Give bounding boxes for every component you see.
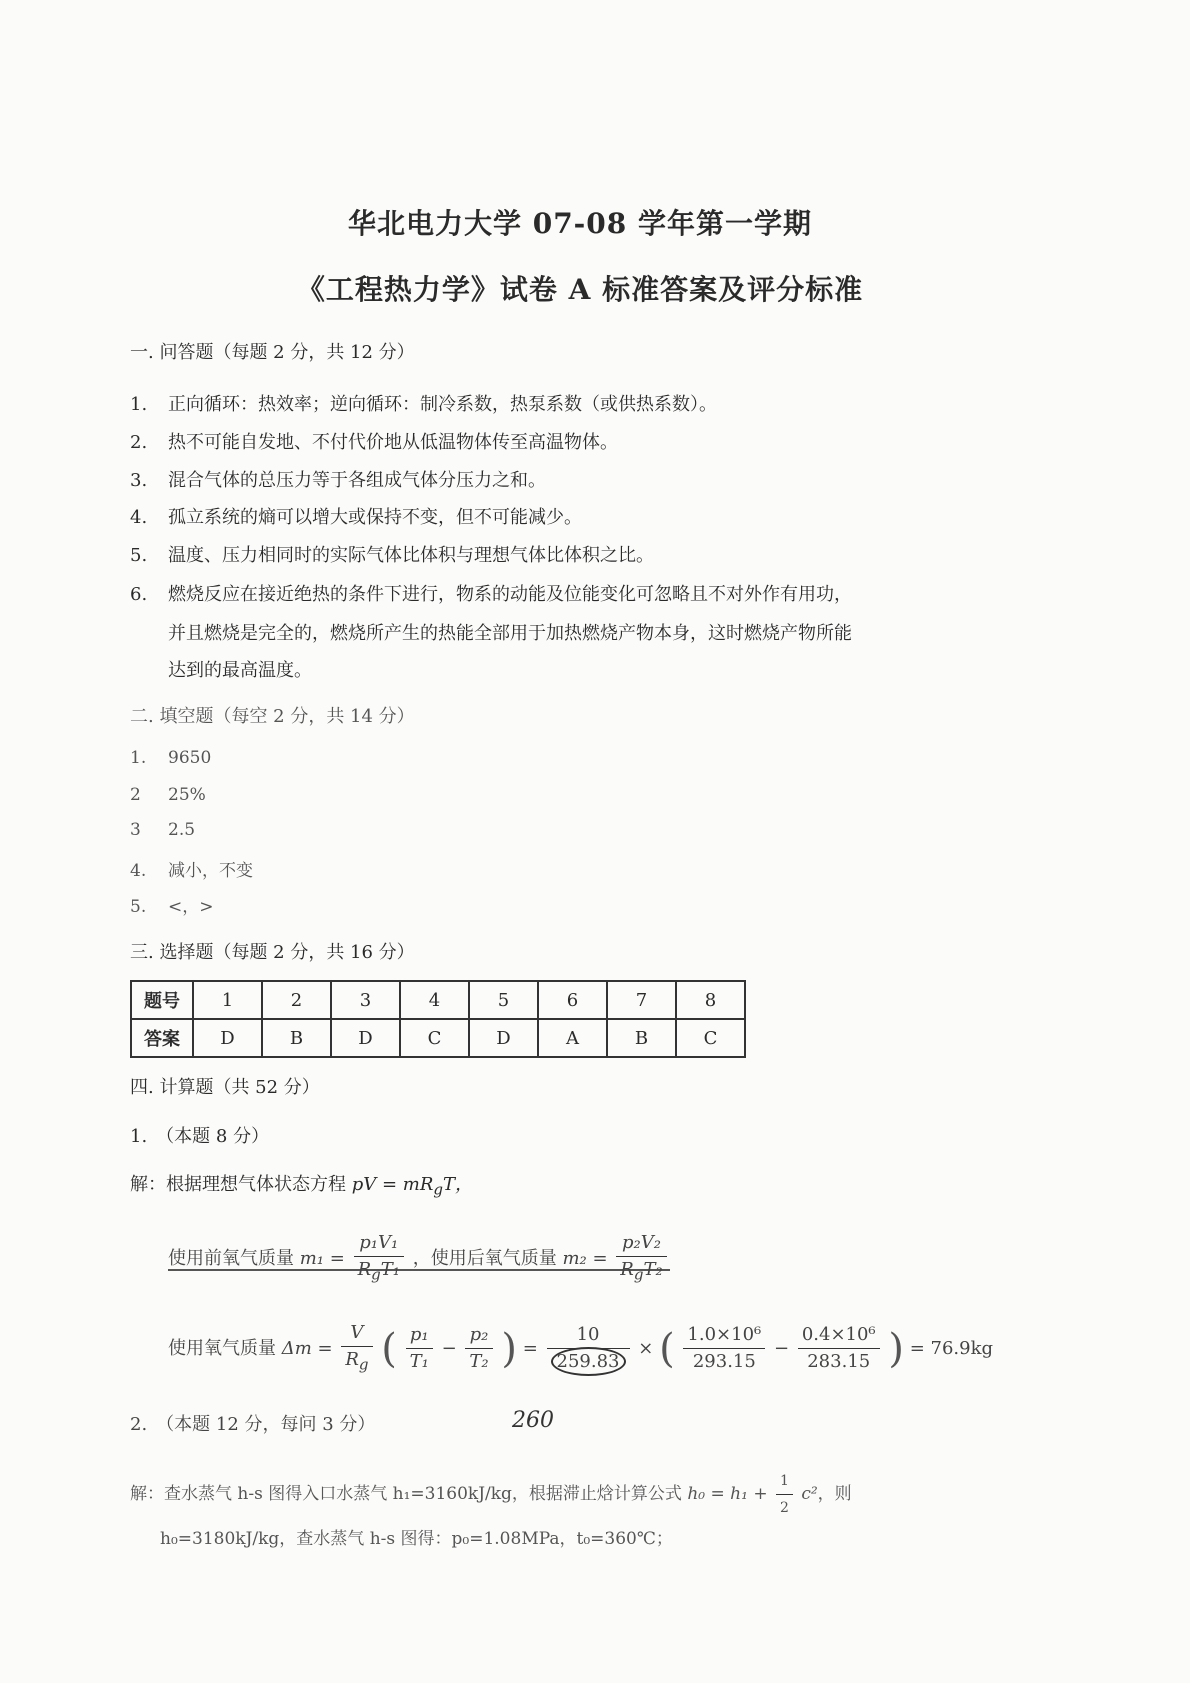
table-cell: D — [193, 1019, 262, 1057]
list-item: 4. 减小，不变 — [130, 861, 253, 881]
page-subtitle: 《工程热力学》试卷 A 标准答案及评分标准 — [296, 273, 864, 306]
oxygen-usage-formula: 使用氧气质量 Δm = $\frac{V}{R_g}$ ( $\frac{\text{p₁}}{\text{T₁}}$ − $\frac{\text{p₂}}{\text{T₂}}$ ) = $\frac{10}{259.83}$ × ( $\frac{\text{1.0×10⁶}}{293.15}$ − $\frac{\text{0.4×10⁶}}{283.15}$ ) = 76.9kg — [168, 1320, 993, 1378]
circled-value: 259.83 — [551, 1347, 626, 1376]
table-cell: B — [607, 1019, 676, 1057]
section3-heading: 三. 选择题（每题 2 分，共 16 分） — [130, 942, 415, 963]
multiple-choice-answer-table — [130, 980, 746, 1058]
table-cell: 1 — [193, 981, 262, 1019]
list-item: 6. 燃烧反应在接近绝热的条件下进行，物系的动能及位能变化可忽略且不对外作有用功， — [130, 584, 852, 605]
solution-line: 解：查水蒸气 h-s 图得入口水蒸气 h₁=3160kJ/kg，根据滞止焓计算公式 h₀ = h₁ + $\frac{1}{2}$ c²，则 — [130, 1468, 852, 1521]
table-cell: C — [676, 1019, 745, 1057]
table-cell: 2 — [262, 981, 331, 1019]
list-item: 3 2.5 — [130, 820, 196, 840]
page-title: 华北电力大学 07-08 学年第一学期 — [347, 207, 813, 240]
table-cell: 7 — [607, 981, 676, 1019]
list-item: 5. <，> — [130, 897, 214, 917]
list-item-continuation: 达到的最高温度。 — [168, 660, 312, 681]
solution-intro: 解：根据理想气体状态方程 pV = $mR_gT$， — [130, 1174, 474, 1199]
table-header-cell: 答案 — [131, 1019, 193, 1057]
table-row — [131, 981, 745, 1019]
table-cell: A — [538, 1019, 607, 1057]
table-cell: B — [262, 1019, 331, 1057]
question-heading: 1. （本题 8 分） — [130, 1126, 270, 1147]
table-cell: 5 — [469, 981, 538, 1019]
mass-formula-line: 使用前氧气质量 m₁ = $\frac{\text{p₁V₁}}{R_gT_1}$ ，使用后氧气质量 m₂ = $\frac{\text{p₂V₂}}{R_gT_2}$ — [168, 1230, 670, 1288]
table-cell: C — [400, 1019, 469, 1057]
list-item: 1. 9650 — [130, 748, 212, 768]
table-row — [131, 1019, 745, 1057]
list-item: 2 25% — [130, 785, 206, 805]
handwritten-note: 260 — [512, 1408, 554, 1433]
table-cell: D — [331, 1019, 400, 1057]
table-cell: 8 — [676, 981, 745, 1019]
list-item: 2. 热不可能自发地、不付代价地从低温物体传至高温物体。 — [130, 432, 618, 453]
section2-heading: 二. 填空题（每空 2 分，共 14 分） — [130, 706, 415, 727]
list-item: 3. 混合气体的总压力等于各组成气体分压力之和。 — [130, 470, 546, 491]
question-heading: 2. （本题 12 分，每问 3 分） — [130, 1414, 376, 1435]
table-cell: D — [469, 1019, 538, 1057]
list-item-continuation: 并且燃烧是完全的，燃烧所产生的热能全部用于加热燃烧产物本身，这时燃烧产物所能 — [168, 623, 852, 644]
solution-line: h₀=3180kJ/kg，查水蒸气 h-s 图得：p₀=1.08MPa，t₀=360℃； — [160, 1529, 673, 1549]
list-item: 1. 正向循环：热效率；逆向循环：制冷系数，热泵系数（或供热系数）。 — [130, 394, 717, 415]
list-item: 4. 孤立系统的熵可以增大或保持不变，但不可能减少。 — [130, 507, 582, 528]
list-item: 5. 温度、压力相同时的实际气体比体积与理想气体比体积之比。 — [130, 545, 654, 566]
table-cell: 6 — [538, 981, 607, 1019]
section4-heading: 四. 计算题（共 52 分） — [130, 1077, 320, 1098]
table-cell: 4 — [400, 981, 469, 1019]
table-cell: 3 — [331, 981, 400, 1019]
section1-heading: 一. 问答题（每题 2 分，共 12 分） — [130, 342, 415, 363]
table-header-cell: 题号 — [131, 981, 193, 1019]
